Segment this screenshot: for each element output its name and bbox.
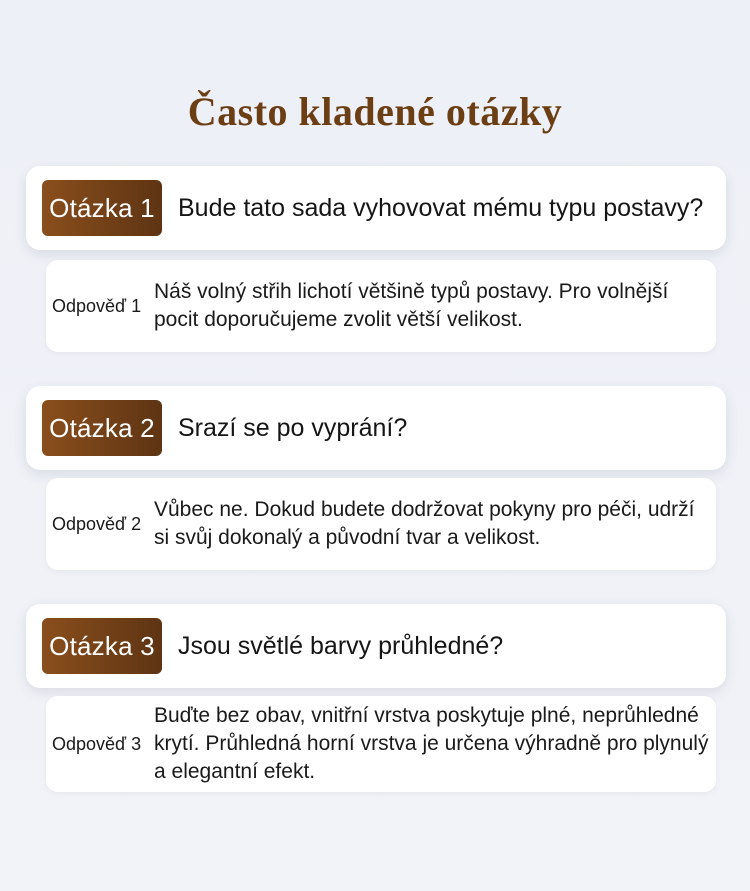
question-text-1: Bude tato sada vyhovovat mému typu postavy?	[178, 194, 704, 222]
answer-card-3	[46, 696, 716, 792]
answer-label-1: Odpověď 1	[52, 295, 142, 316]
answer-label-3: Odpověď 3	[52, 733, 142, 754]
question-card-2[interactable]	[26, 386, 726, 470]
answer-text-3: Buďte bez obav, vnitřní vrstva poskytuje plné, neprůhledné krytí. Průhledná horní vrstva je určena výhradně pro plynulý a elegantní efekt.	[154, 704, 709, 783]
answer-text-1: Náš volný střih lichotí většině typů postavy. Pro volnější pocit doporučujeme zvolit větší velikost.	[154, 280, 669, 331]
question-badge-3: Otázka 3	[42, 618, 162, 674]
question-card-3[interactable]	[26, 604, 726, 688]
page-title: Často kladené otázky	[187, 89, 563, 134]
question-card-1[interactable]	[26, 166, 726, 250]
question-text-3: Jsou světlé barvy průhledné?	[178, 632, 504, 660]
answer-card-2	[46, 478, 716, 570]
answer-label-2: Odpověď 2	[52, 513, 142, 534]
answer-text-2: Vůbec ne. Dokud budete dodržovat pokyny pro péči, udrží si svůj dokonalý a původní tvar a velikost.	[154, 498, 695, 549]
question-text-2: Srazí se po vyprání?	[178, 414, 408, 442]
question-badge-1: Otázka 1	[42, 180, 162, 236]
answer-card-1	[46, 260, 716, 352]
question-badge-2: Otázka 2	[42, 400, 162, 456]
